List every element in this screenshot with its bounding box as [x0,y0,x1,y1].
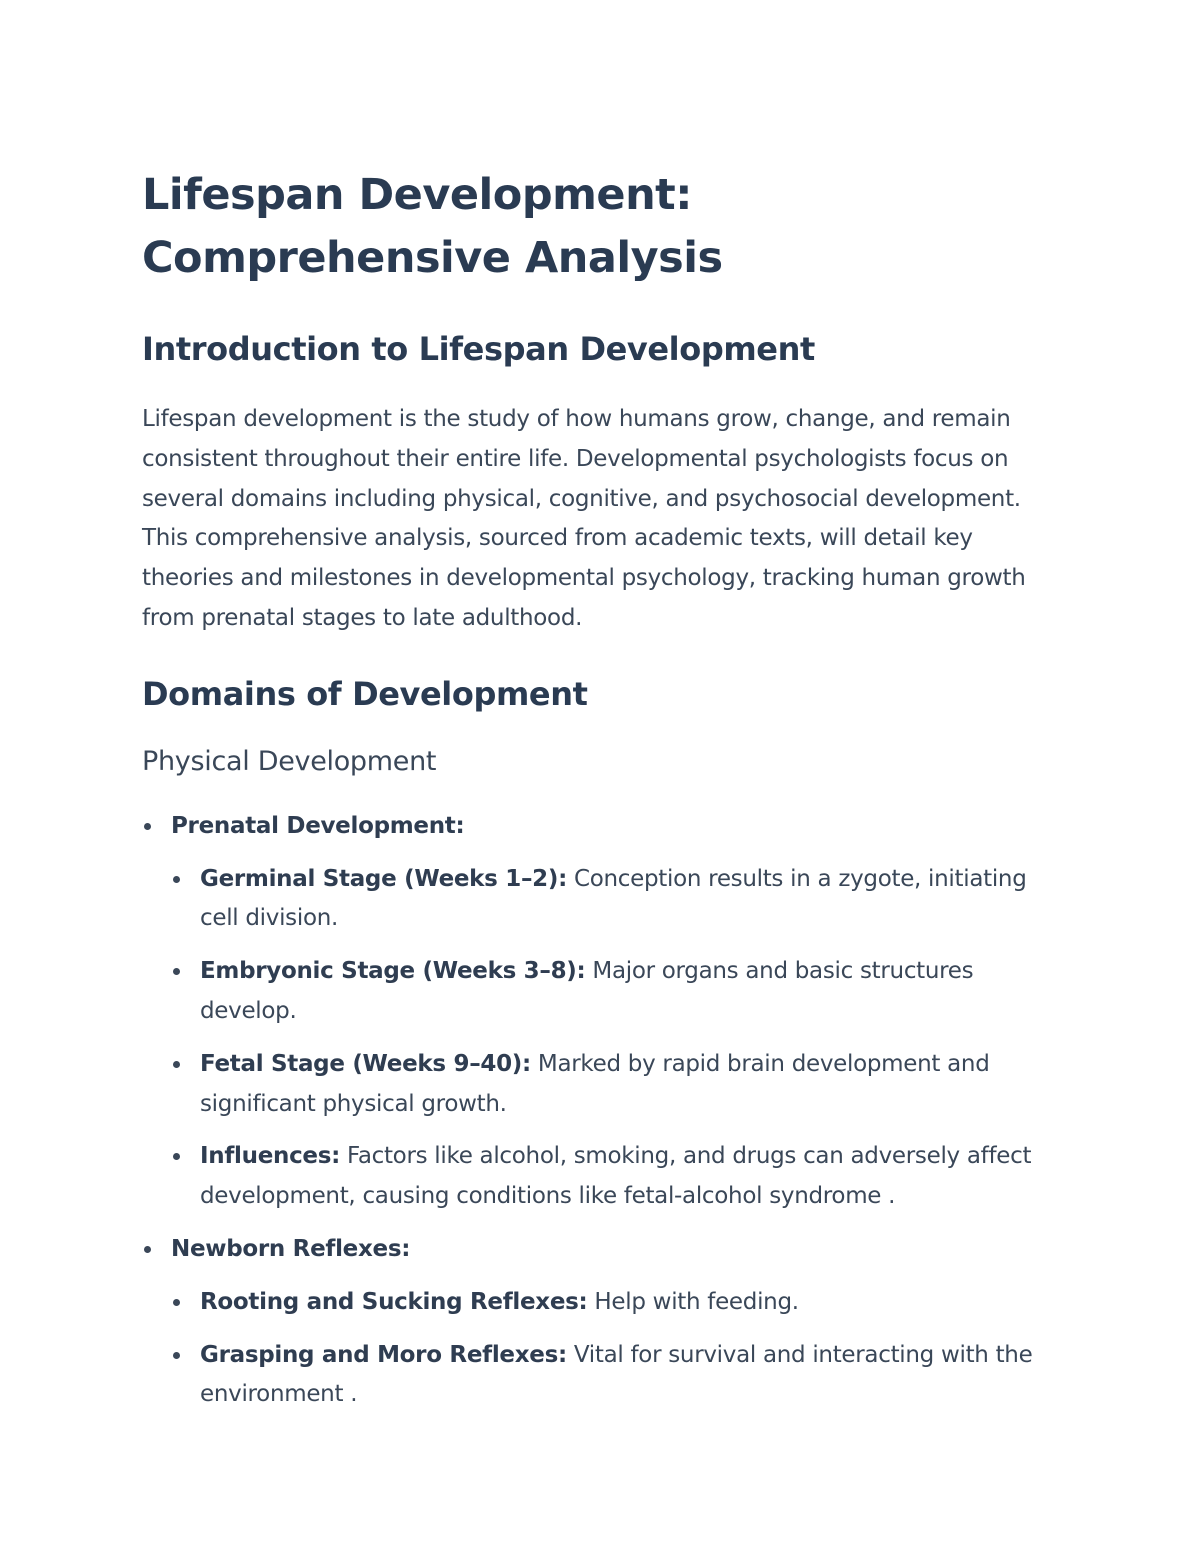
physical-development-list [142,807,1062,1415]
reflexes-sublist [171,1283,1062,1415]
list-item-rooting [171,1283,1062,1323]
list-item-fetal [171,1045,1062,1125]
list-item-grasping [171,1336,1062,1416]
influences-term: Influences: [200,1143,340,1170]
domains-heading: Domains of Development [142,674,588,713]
reflexes-label: Newborn Reflexes: [171,1235,411,1262]
prenatal-sublist [171,860,1062,1217]
grasping-term: Grasping and Moro Reflexes: [200,1341,567,1368]
intro-paragraph: Lifespan development is the study of how humans grow, change, and remain consistent throughout their entire life. Developmental psychologists focus on several domains including physical, cognitive, and psychosocial development. This comprehensive analysis, sourced from academic texts, will detail key theories and milestones in developmental psychology, tracking human growth from prenatal stages to late adulthood. [142,406,1026,631]
bullet-icon [173,1061,180,1068]
bullet-icon [173,1299,180,1306]
prenatal-label: Prenatal Development: [171,812,465,839]
rooting-term: Rooting and Sucking Reflexes: [200,1288,588,1315]
document-title: Lifespan Development: Comprehensive Analysis [142,170,723,283]
bullet-icon [144,823,151,830]
fetal-term: Fetal Stage (Weeks 9–40): [200,1050,531,1077]
embryonic-term: Embryonic Stage (Weeks 3–8): [200,958,586,985]
list-item-germinal [171,860,1062,940]
physical-development-subheading: Physical Development [142,745,437,777]
bullet-icon [144,1246,151,1253]
bullet-icon [173,1352,180,1359]
list-item-prenatal [142,807,1062,1217]
bullet-icon [173,1153,180,1160]
germinal-text: Conception results in a zygote, initiating cell division. [200,865,1027,932]
document-page [142,164,1062,1415]
bullet-icon [173,876,180,883]
influences-text: Factors like alcohol, smoking, and drugs can adversely affect development, causing conditions like fetal-alcohol syndrome . [200,1143,1032,1210]
grasping-text: Vital for survival and interacting with the environment . [200,1341,1033,1408]
list-item-reflexes [142,1230,1062,1415]
germinal-term: Germinal Stage (Weeks 1–2): [200,865,567,892]
rooting-text: Help with feeding. [587,1288,799,1315]
fetal-text: Marked by rapid brain development and significant physical growth. [200,1050,990,1117]
list-item-embryonic [171,952,1062,1032]
bullet-icon [173,968,180,975]
list-item-influences [171,1137,1062,1217]
intro-heading: Introduction to Lifespan Development [142,330,815,368]
embryonic-text: Major organs and basic structures develop. [200,958,974,1024]
